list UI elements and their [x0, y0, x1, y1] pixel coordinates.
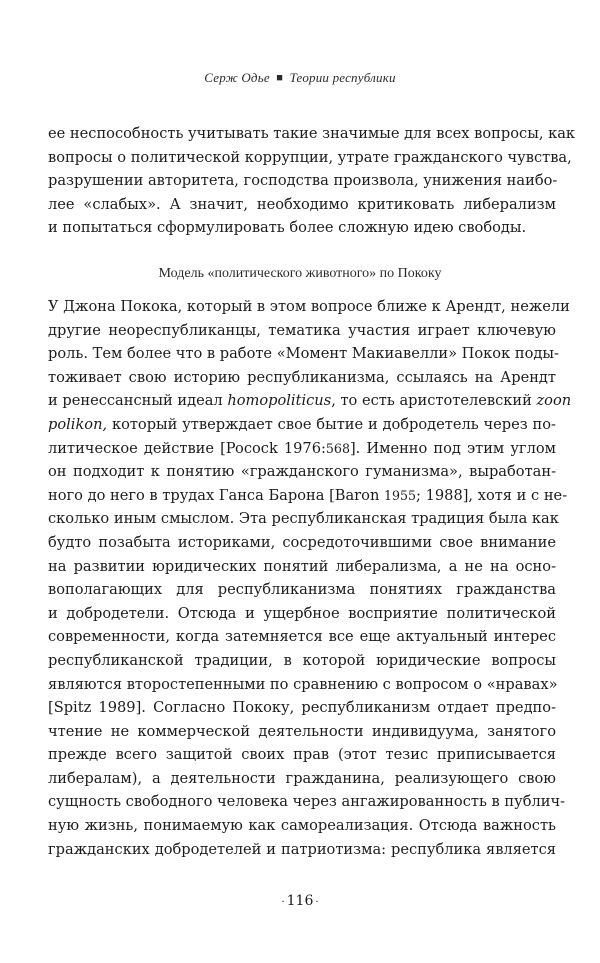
paragraph-2-line: на развитии юридических понятий либерализма, а не на осно- — [48, 557, 556, 575]
text-run: литическое действие [Pocock 1976: — [48, 439, 326, 457]
section-subheading: Модель «политического животного» по Пококу — [158, 266, 442, 281]
text-run: который утверждает свое бытие и добродетель через по- — [107, 415, 556, 433]
paragraph-2-line: роль. Тем более что в работе «Момент Макиавелли» Покок поды- — [48, 345, 559, 363]
page-number — [0, 893, 600, 909]
text-run: ]. Именно под этим углом — [349, 439, 556, 457]
paragraph-2-line: тоживает свою историю республиканизма, ссылаясь на Арендт — [48, 368, 556, 386]
paragraph-1 — [48, 122, 576, 240]
text-run: ; 1988], хотя и с не- — [416, 486, 568, 504]
text-run: ного до него в трудах Ганса Барона [Baron — [48, 486, 384, 504]
citation-year: 1955 — [383, 487, 417, 503]
text-run: и ренессансный идеал — [48, 392, 228, 410]
header-book-title: Теории республики — [289, 70, 396, 85]
paragraph-2-line: либералам), а деятельности гражданина, реализующего свою — [48, 769, 556, 787]
paragraph-1-line: лее «слабых». А значит, необходимо критиковать либерализм — [48, 195, 556, 213]
paragraph-2 — [48, 295, 572, 861]
page-number-dot-right: · — [315, 897, 319, 908]
paragraph-2-line: современности, когда затемняется все еще актуальный интерес — [48, 628, 556, 646]
paragraph-2-line: и добродетели. Отсюда и ущербное восприятие политической — [48, 604, 556, 622]
paragraph-2-line: чтение не коммерческой деятельности индивидуума, занятого — [48, 722, 556, 740]
paragraph-2-line: [Spitz 1989]. Согласно Пококу, республиканизм отдает предпо- — [48, 699, 556, 717]
paragraph-2-line: республиканской традиции, в которой юридические вопросы — [48, 651, 556, 669]
paragraph-1-line: вопросы о политической коррупции, утрате гражданского чувства, — [48, 148, 572, 166]
header-author: Серж Одье — [204, 70, 270, 85]
paragraph-2-line — [48, 437, 556, 461]
text-run: , то есть аристотелевский — [331, 392, 537, 410]
paragraph-2-line: гражданских добродетелей и патриотизма: республика является — [48, 840, 556, 858]
page-number-dot-left: · — [281, 897, 285, 908]
citation-page: 568 — [325, 440, 350, 456]
paragraph-2-line: прежде всего защитой своих прав (этот тезис приписывается — [48, 746, 556, 764]
paragraph-2-line: другие неореспубликанцы, тематика участия играет ключевую — [48, 321, 556, 339]
paragraph-2-line: У Джона Покока, который в этом вопросе ближе к Арендт, нежели — [48, 298, 570, 315]
paragraph-2-line — [48, 389, 572, 413]
paragraph-2-line: сколько иным смыслом. Эта республиканская традиция была как — [48, 510, 559, 528]
paragraph-2-line: являются второстепенными по сравнению с вопросом о «нравах» — [48, 675, 558, 693]
italic-term: polikon, — [48, 415, 108, 433]
header-separator-icon: ■ — [276, 72, 284, 84]
running-header — [0, 70, 600, 86]
italic-term: homopoliticus — [227, 392, 332, 410]
paragraph-2-line: ную жизнь, понимаемую как самореализация. Отсюда важность — [48, 817, 556, 835]
paragraph-2-line: вополагающих для республиканизма понятиях гражданства — [48, 581, 556, 599]
paragraph-2-line: он подходит к понятию «гражданского гуманизма», выработан- — [48, 463, 556, 481]
paragraph-1-line: ее неспособность учитывать такие значимые для всех вопросы, как — [48, 125, 576, 142]
page-number-value: 116 — [286, 893, 314, 909]
paragraph-2-line — [48, 413, 556, 437]
paragraph-2-line: сущность свободного человека через ангажированность в публич- — [48, 793, 566, 811]
paragraph-1-line: и попытаться сформулировать более сложную идею свободы. — [48, 219, 527, 237]
paragraph-2-line — [48, 484, 568, 508]
paragraph-1-line: разрушении авторитета, господства произвола, унижения наибо- — [48, 172, 558, 190]
italic-term: zoon — [536, 392, 572, 410]
paragraph-2-line: будто позабыта историками, сосредоточившими свое внимание — [48, 533, 556, 551]
